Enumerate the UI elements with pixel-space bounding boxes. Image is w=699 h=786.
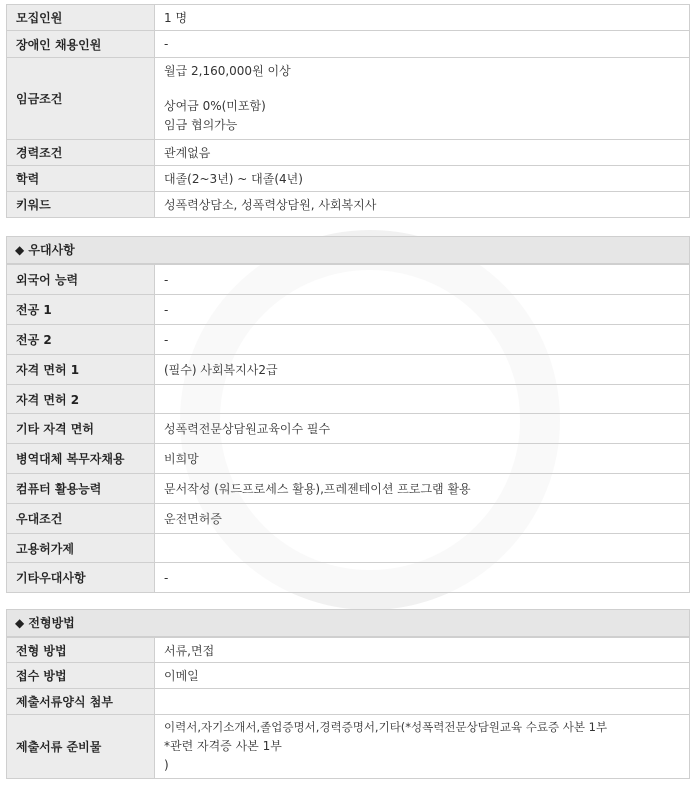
basic-info-table (6, 4, 690, 218)
row-label: 기타우대사항 (7, 563, 155, 593)
row-value: (필수) 사회복지사2급 (155, 355, 690, 385)
wage-line: 상여금 0%(미포함) (164, 99, 266, 113)
table-row (7, 638, 690, 663)
table-row (7, 265, 690, 295)
table-row (7, 192, 690, 218)
row-value: - (155, 325, 690, 355)
row-label: 제출서류 준비물 (7, 715, 155, 779)
row-value: - (155, 265, 690, 295)
table-row (7, 563, 690, 593)
row-label: 우대조건 (7, 504, 155, 534)
row-label: 경력조건 (7, 140, 155, 166)
table-row (7, 385, 690, 414)
table-row (7, 5, 690, 31)
row-value: 이메일 (155, 663, 690, 689)
row-value: 성폭력전문상담원교육이수 필수 (155, 414, 690, 444)
row-label: 제출서류양식 첨부 (7, 689, 155, 715)
row-value (155, 385, 690, 414)
row-value: 문서작성 (워드프로세스 활용),프레젠테이션 프로그램 활용 (155, 474, 690, 504)
wage-value (155, 58, 690, 140)
documents-value (155, 715, 690, 779)
selection-table (6, 637, 690, 779)
row-value (155, 689, 690, 715)
preference-table (6, 264, 690, 593)
row-label: 자격 면허 2 (7, 385, 155, 414)
table-row (7, 58, 690, 140)
row-label: 컴퓨터 활용능력 (7, 474, 155, 504)
table-row (7, 534, 690, 563)
documents-line: *관련 자격증 사본 1부 (164, 739, 282, 753)
row-label: 전형 방법 (7, 638, 155, 663)
row-value: 관계없음 (155, 140, 690, 166)
row-label: 기타 자격 면허 (7, 414, 155, 444)
table-row (7, 715, 690, 779)
table-row (7, 504, 690, 534)
row-label: 병역대체 복무자채용 (7, 444, 155, 474)
row-value (155, 534, 690, 563)
table-row (7, 140, 690, 166)
documents-line: 이력서,자기소개서,졸업증명서,경력증명서,기타(*성폭력전문상담원교육 수료증 사본 1부 (164, 720, 608, 734)
row-value: - (155, 31, 690, 58)
row-label: 임금조건 (7, 58, 155, 140)
table-row (7, 663, 690, 689)
row-label: 외국어 능력 (7, 265, 155, 295)
wage-line: 임금 협의가능 (164, 118, 238, 132)
row-label: 접수 방법 (7, 663, 155, 689)
row-label: 고용허가제 (7, 534, 155, 563)
row-label: 키워드 (7, 192, 155, 218)
table-row (7, 31, 690, 58)
row-label: 학력 (7, 166, 155, 192)
row-value: 운전면허증 (155, 504, 690, 534)
row-value: 비희망 (155, 444, 690, 474)
row-value: 성폭력상담소, 성폭력상담원, 사회복지사 (155, 192, 690, 218)
table-row (7, 355, 690, 385)
row-label: 모집인원 (7, 5, 155, 31)
row-value: - (155, 563, 690, 593)
row-value: 서류,면접 (155, 638, 690, 663)
preference-section-title: ◆ 우대사항 (6, 236, 690, 264)
table-row (7, 295, 690, 325)
row-value: 대졸(2~3년) ~ 대졸(4년) (155, 166, 690, 192)
table-row (7, 325, 690, 355)
table-row (7, 166, 690, 192)
wage-line: 월급 2,160,000원 이상 (164, 64, 291, 78)
documents-line: ) (164, 758, 169, 772)
table-row (7, 689, 690, 715)
selection-section-title: ◆ 전형방법 (6, 609, 690, 637)
table-row (7, 414, 690, 444)
row-label: 전공 1 (7, 295, 155, 325)
row-value: - (155, 295, 690, 325)
table-row (7, 474, 690, 504)
row-label: 장애인 채용인원 (7, 31, 155, 58)
table-row (7, 444, 690, 474)
row-label: 전공 2 (7, 325, 155, 355)
row-value: 1 명 (155, 5, 690, 31)
row-label: 자격 면허 1 (7, 355, 155, 385)
